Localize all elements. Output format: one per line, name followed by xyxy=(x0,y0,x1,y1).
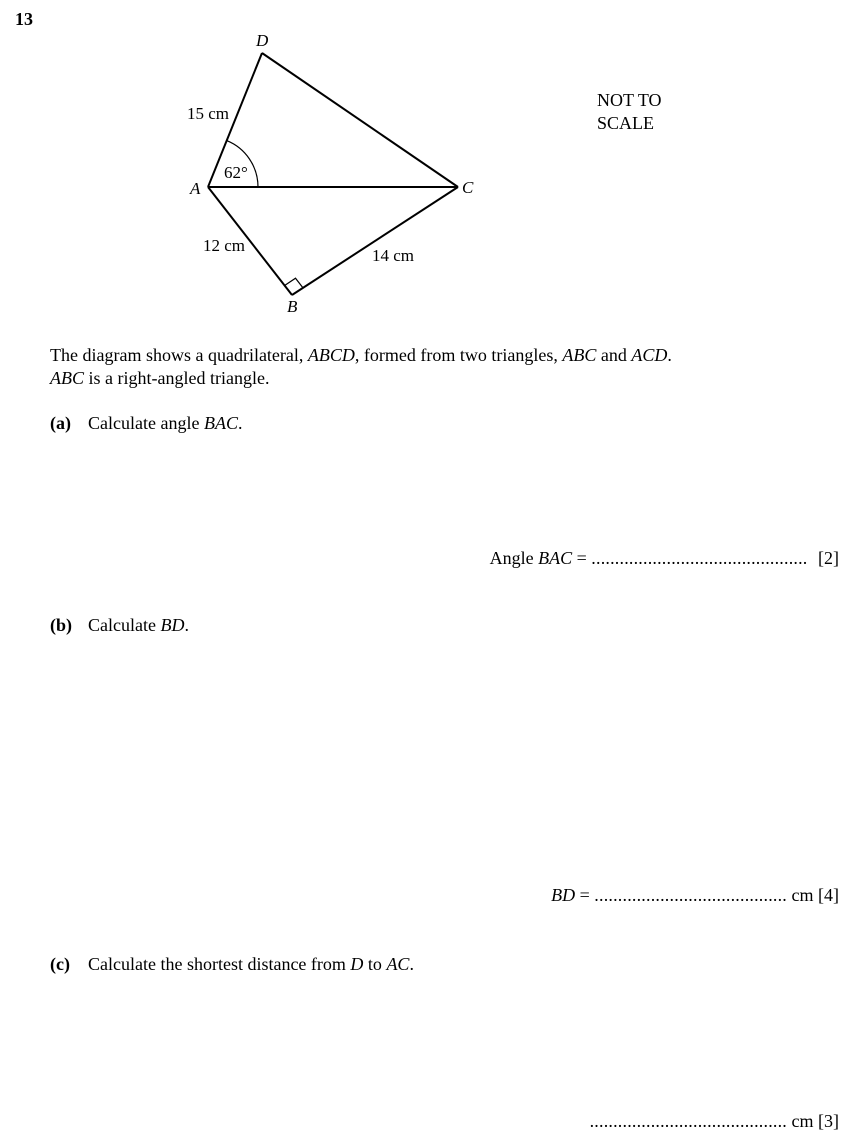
not-to-scale-text: NOT TO SCALE xyxy=(597,90,662,133)
stem-text: The diagram shows a quadrilateral, xyxy=(50,345,308,365)
part-b-text: Calculate xyxy=(88,615,161,635)
stem-text: is a right-angled triangle. xyxy=(84,368,270,388)
part-a-label: (a) xyxy=(50,413,71,433)
part-a-marks: [2] xyxy=(818,548,839,568)
part-b-question xyxy=(50,614,189,637)
part-a-answer-angle: BAC xyxy=(538,548,573,568)
question-stem xyxy=(50,344,830,390)
stem-quad-name: ABCD xyxy=(307,345,355,365)
part-b-answer-field[interactable]: ......................................... xyxy=(594,885,787,905)
part-b-answer-segment: BD xyxy=(551,885,576,905)
vertex-label-c: C xyxy=(462,178,474,197)
quadrilateral-diagram xyxy=(0,0,853,330)
part-c-point: D xyxy=(350,954,364,974)
stem-triangle-name: ABC xyxy=(50,368,84,388)
question-number: 13 xyxy=(15,9,33,29)
part-b-answer-equals: = xyxy=(575,885,595,905)
part-c-text: Calculate the shortest distance from xyxy=(88,954,351,974)
vertex-label-a: A xyxy=(190,179,201,198)
right-angle-marker xyxy=(285,278,303,288)
stem-line-1 xyxy=(50,344,830,367)
part-a-answer-equals: = xyxy=(572,548,592,568)
stem-triangle-2: ACD xyxy=(631,345,668,365)
part-a-answer-prefix: Angle xyxy=(489,548,539,568)
part-b-marks: [4] xyxy=(818,885,839,905)
part-a-text-end: . xyxy=(237,413,243,433)
stem-text: and xyxy=(596,345,632,365)
angle-label-dac: 62° xyxy=(224,163,248,182)
length-label-bc: 14 cm xyxy=(372,246,415,265)
stem-line-2 xyxy=(50,367,830,390)
part-c-answer-field[interactable]: .......................................... xyxy=(589,1111,787,1131)
part-b-answer-line[interactable] xyxy=(551,884,839,907)
part-b-label: (b) xyxy=(50,615,72,635)
part-a-angle: BAC xyxy=(203,413,238,433)
stem-text: . xyxy=(667,345,672,365)
edge-dc xyxy=(262,53,458,187)
length-label-ad: 15 cm xyxy=(187,104,230,123)
edge-bc xyxy=(292,187,458,295)
stem-triangle-1: ABC xyxy=(562,345,597,365)
part-c-question xyxy=(50,953,414,976)
part-c-label: (c) xyxy=(50,954,70,974)
part-b-text-end: . xyxy=(184,615,189,635)
part-c-answer-line[interactable] xyxy=(590,1110,839,1133)
part-b-segment: BD xyxy=(160,615,185,635)
part-c-unit: cm xyxy=(787,1111,814,1131)
stem-text: , formed from two triangles, xyxy=(354,345,563,365)
part-c-text-end: . xyxy=(409,954,414,974)
vertex-label-b: B xyxy=(287,297,298,316)
length-label-ab: 12 cm xyxy=(203,236,246,255)
part-c-text-mid: to xyxy=(363,954,387,974)
not-to-scale-note xyxy=(597,89,707,135)
vertex-label-d: D xyxy=(256,31,269,50)
part-a-answer-field[interactable]: .............................................. xyxy=(591,548,808,568)
part-c-marks: [3] xyxy=(818,1111,839,1131)
part-c-line: AC xyxy=(386,954,410,974)
part-a-question xyxy=(50,412,242,435)
part-a-answer-line[interactable] xyxy=(490,547,839,570)
part-a-text: Calculate angle xyxy=(88,413,204,433)
part-b-unit: cm xyxy=(787,885,814,905)
